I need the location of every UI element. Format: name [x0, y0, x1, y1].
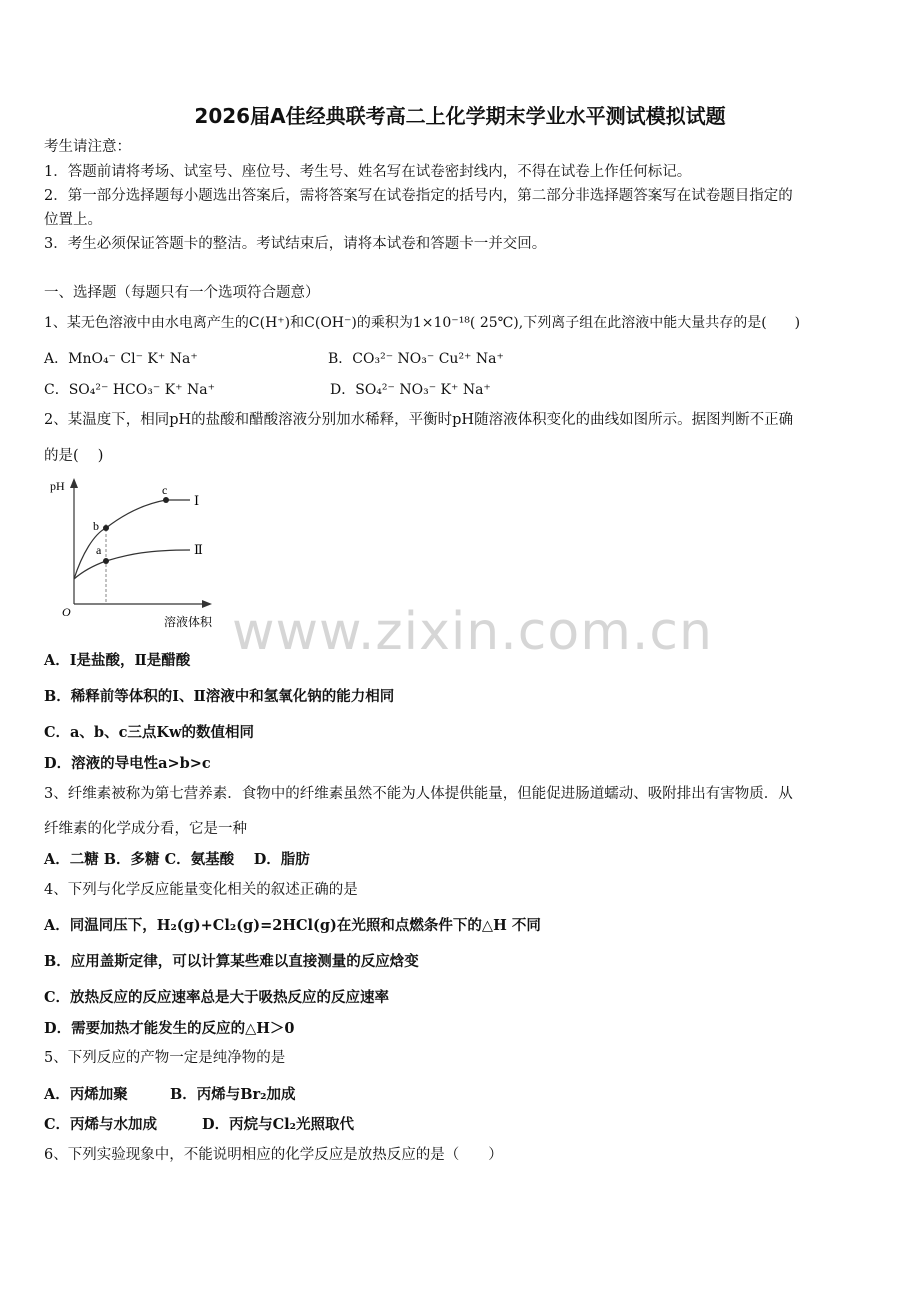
question-3-stem: 3、纤维素被称为第七营养素．食物中的纤维素虽然不能为人体提供能量，但能促进肠道蠕动、吸附排出有害物质．从 — [44, 786, 793, 802]
curve-i-label: Ⅰ — [194, 493, 200, 508]
curve-ii-label: Ⅱ — [194, 542, 203, 557]
question-6-stem: 6、下列实验现象中，不能说明相应的化学反应是放热反应的是（ ） — [44, 1147, 503, 1163]
point-a — [103, 558, 109, 564]
notice-item: 3．考生必须保证答题卡的整洁。考试结束后，请将本试卷和答题卡一并交回。 — [44, 236, 547, 252]
question-3-stem: 纤维素的化学成分看，它是一种 — [44, 821, 247, 837]
question-2-option-c: C．a、b、c三点Kw的数值相同 — [44, 724, 254, 741]
y-axis-arrow — [70, 478, 78, 488]
question-4-option-d: D．需要加热才能发生的反应的△H＞0 — [44, 1020, 295, 1037]
question-2-stem: 的是( ) — [44, 448, 104, 464]
question-3-options: A．二糖 B．多糖 C．氨基酸 D．脂肪 — [44, 851, 310, 868]
point-b — [103, 525, 109, 531]
question-1-stem: 1、某无色溶液中由水电离产生的C(H⁺)和C(OH⁻)的乘积为1×10⁻¹⁸( 25℃),下列离子组在此溶液中能大量共存的是( ) — [44, 315, 801, 331]
question-5-option-b: B．丙烯与Br₂加成 — [170, 1086, 296, 1103]
y-axis-label: pH — [50, 479, 65, 493]
point-c-label: c — [162, 483, 168, 497]
question-4-stem: 4、下列与化学反应能量变化相关的叙述正确的是 — [44, 882, 358, 898]
question-1-option-b: B．CO₃²⁻ NO₃⁻ Cu²⁺ Na⁺ — [328, 351, 504, 367]
question-1-option-c: C．SO₄²⁻ HCO₃⁻ K⁺ Na⁺ — [44, 382, 215, 398]
question-4-option-c: C．放热反应的反应速率总是大于吸热反应的反应速率 — [44, 989, 390, 1006]
question-5-option-c: C．丙烯与水加成 — [44, 1116, 158, 1133]
question-4-option-a: A．同温同压下，H₂(g)+Cl₂(g)=2HCl(g)在光照和点燃条件下的△H 不同 — [44, 917, 541, 934]
question-2-option-d: D．溶液的导电性a>b>c — [44, 755, 211, 772]
question-2-stem: 2、某温度下，相同pH的盐酸和醋酸溶液分别加水稀释，平衡时pH随溶液体积变化的曲线如图所示。据图判断不正确 — [44, 412, 794, 428]
notice-heading: 考生请注意： — [44, 139, 131, 155]
origin-label: O — [62, 605, 71, 619]
point-c — [163, 497, 169, 503]
x-axis-arrow — [202, 600, 212, 608]
point-a-label: a — [96, 543, 102, 557]
page-title: 2026届A佳经典联考高二上化学期末学业水平测试模拟试题 — [194, 104, 726, 128]
section-heading: 一、选择题（每题只有一个选项符合题意） — [44, 285, 320, 301]
x-axis-label: 溶液体积 — [164, 615, 213, 629]
question-4-option-b: B．应用盖斯定律，可以计算某些难以直接测量的反应焓变 — [44, 953, 419, 970]
ph-dilution-figure — [44, 474, 234, 634]
notice-item: 2．第一部分选择题每小题选出答案后，需将答案写在试卷指定的括号内，第二部分非选择题答案写在试卷题目指定的 — [44, 188, 793, 204]
notice-item: 位置上。 — [44, 212, 102, 228]
question-2-option-b: B．稀释前等体积的Ⅰ、Ⅱ溶液中和氢氧化钠的能力相同 — [44, 688, 395, 705]
point-b-label: b — [93, 519, 99, 533]
watermark: www.zixin.com.cn — [232, 602, 713, 662]
question-5-option-a: A．丙烯加聚 — [44, 1086, 128, 1103]
question-1-option-a: A．MnO₄⁻ Cl⁻ K⁺ Na⁺ — [44, 351, 198, 367]
question-2-option-a: A．Ⅰ是盐酸，Ⅱ是醋酸 — [44, 652, 191, 669]
question-1-option-d: D．SO₄²⁻ NO₃⁻ K⁺ Na⁺ — [330, 382, 491, 398]
question-5-option-d: D．丙烷与Cl₂光照取代 — [202, 1116, 354, 1133]
curve-ii — [74, 550, 190, 579]
notice-item: 1．答题前请将考场、试室号、座位号、考生号、姓名写在试卷密封线内，不得在试卷上作任何标记。 — [44, 164, 692, 180]
question-5-stem: 5、下列反应的产物一定是纯净物的是 — [44, 1050, 286, 1066]
